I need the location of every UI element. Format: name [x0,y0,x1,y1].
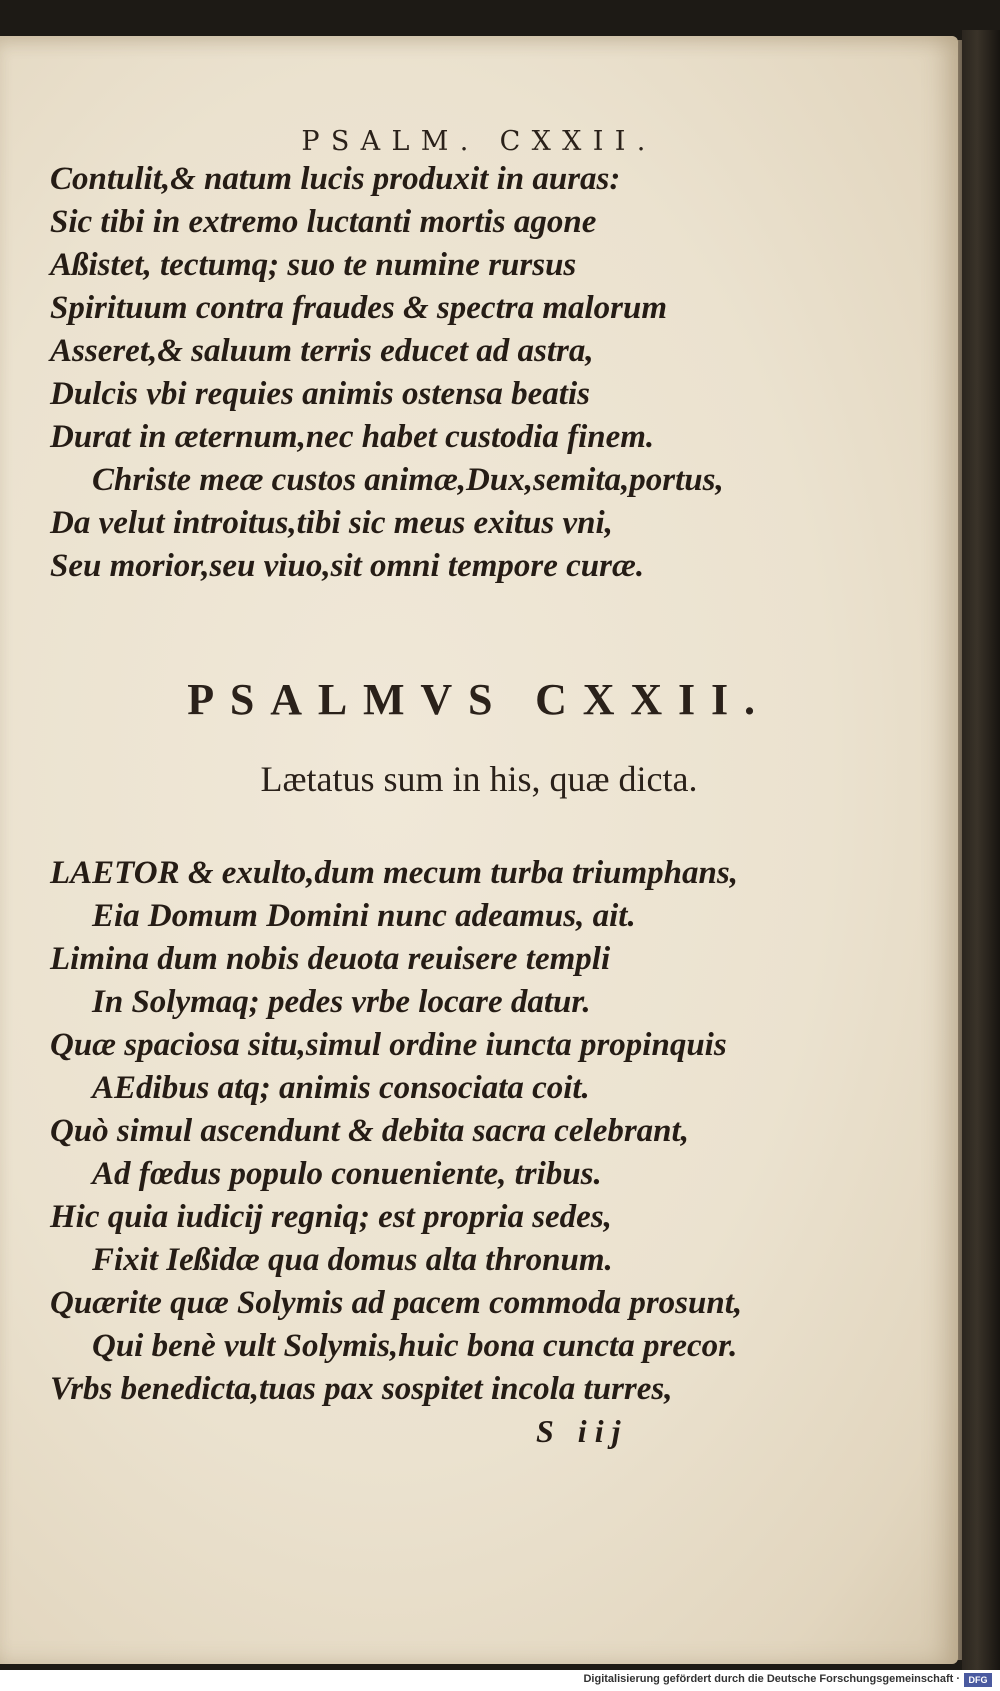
verse-line: Qui benè vult Solymis,huic bona cuncta precor. [92,1328,738,1364]
verse-line: Sic tibi in extremo luctanti mortis agone [50,204,597,240]
psalm-poem [50,852,742,1411]
footer-bar [0,1670,1000,1691]
book-edge-shadow [962,30,1000,1670]
verse-line: Ad fœdus populo conueniente, tribus. [92,1156,602,1192]
verse-line: LAETOR & exulto,dum mecum turba triumphans, [50,855,738,891]
verse-line: Contulit,& natum lucis produxit in auras: [50,161,621,197]
verse-line: Asseret,& saluum terris educet ad astra, [50,333,594,369]
verse-line: Durat in æternum,nec habet custodia finem. [50,419,655,455]
verse-line: Fixit Ießidæ qua domus alta thronum. [92,1242,613,1278]
verse-line: Eia Domum Domini nunc adeamus, ait. [92,898,636,934]
verse-line: Quærite quæ Solymis ad pacem commoda prosunt, [50,1285,743,1321]
poem-continuation [50,158,724,588]
verse-line: Quò simul ascendunt & debita sacra celebrant, [50,1113,689,1149]
signature-mark: S iij [536,1413,629,1449]
psalm-incipit: Lætatus sum in his, quæ dicta. [260,759,698,799]
verse-line: Dulcis vbi requies animis ostensa beatis [50,376,590,412]
footer-credit: Digitalisierung gefördert durch die Deutsche Forschungsgemeinschaft · [583,1673,960,1685]
verse-line: In Solymaq; pedes vrbe locare datur. [92,984,591,1020]
verse-line: Limina dum nobis deuota reuisere templi [50,941,611,977]
verse-line: Spirituum contra fraudes & spectra malorum [50,290,668,326]
verse-line: Seu morior,seu viuo,sit omni tempore curæ. [50,548,645,584]
running-head: PSALM. CXXII. [301,126,657,157]
verse-line: Quæ spaciosa situ,simul ordine iuncta propinquis [50,1027,727,1063]
verse-line: Hic quia iudicij regniq; est propria sedes, [50,1199,612,1235]
dfg-logo-icon: DFG [964,1673,992,1687]
verse-line: Da velut introitus,tibi sic meus exitus vni, [50,505,613,541]
verse-line: Aßistet, tectumq; suo te numine rursus [50,247,577,283]
verse-line: AEdibus atq; animis consociata coit. [92,1070,590,1106]
verse-line: Christe meæ custos animæ,Dux,semita,portus, [92,462,724,498]
verse-line: Vrbs benedicta,tuas pax sospitet incola turres, [50,1371,673,1407]
psalm-title: PSALMVS CXXII. [187,675,771,724]
